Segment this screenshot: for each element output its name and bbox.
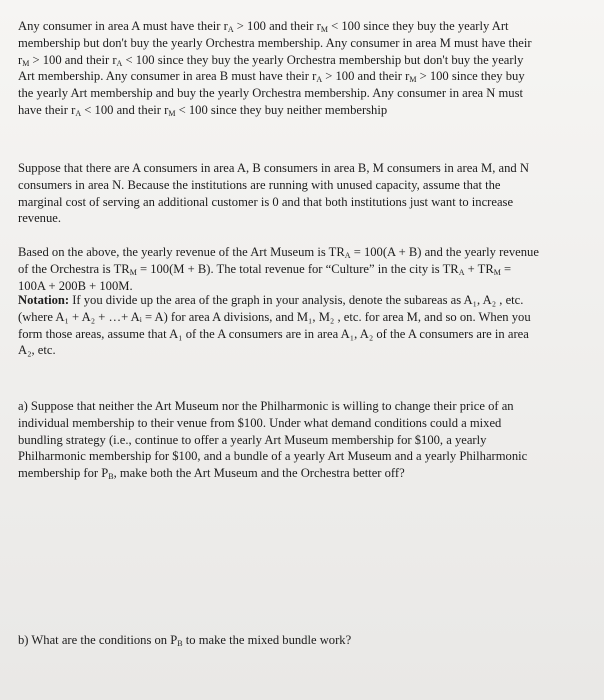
text-line: Art membership. Any consumer in area B must have their $r_A > 100$ and their $r_M > 100$ since they buy: [18, 69, 525, 85]
notation-text: If you divide up the area of the graph in your analysis, denote the subareas as A₁, A₂ , etc.: [69, 293, 524, 307]
text-line: consumers in area N. Because the institutions are running with unused capacity, assume that the: [18, 177, 501, 192]
text-line: marginal cost of serving an additional customer is 0 and that both institutions just want to increase: [18, 194, 514, 209]
text-line: revenue.: [18, 211, 62, 226]
text-line: a) Suppose that neither the Art Museum nor the Philharmonic is willing to change their price of an: [18, 399, 514, 413]
text-line: Philharmonic membership for $100, and a bundle of a yearly Art Museum and a yearly Philharmonic: [18, 449, 528, 464]
text-line: membership for $P_B$, make both the Art Museum and the Orchestra better off?: [18, 466, 405, 482]
text-line: (where A₁ + A₂ + …+ Aᵢ = A) for area A divisions, and M₁, M₂ , etc. for area M, and so on. When you: [18, 309, 531, 324]
text-line: $r_M > 100$ and their $r_A < 100$ since they buy the yearly Orchestra membership but don't buy the yearly: [18, 52, 524, 68]
text-line: the yearly Art membership and buy the yearly Orchestra membership. Any consumer in area N must: [18, 86, 524, 101]
question-b: [18, 632, 602, 649]
text-line: individual membership to their venue from $100. Under what demand conditions could a mixed: [18, 415, 502, 430]
paragraph-consumer-areas: [18, 18, 602, 119]
paragraph-notation: [18, 292, 602, 359]
text-line: Suppose that there are A consumers in area A, B consumers in area B, M consumers in area M, and N: [18, 161, 529, 175]
text-line: of the Orchestra is $TR_M = 100(M + B)$. The total revenue for “Culture” in the city is $TR_A + TR_M$ =: [18, 261, 512, 277]
text-line: 100A + 200B + 100M.: [18, 278, 133, 293]
paragraph-revenue: [18, 244, 602, 294]
text-line: A₂, etc.: [18, 343, 56, 358]
text-line: membership but don't buy the yearly Orchestra membership. Any consumer in area M must have their: [18, 35, 532, 50]
notation-label: Notation:: [18, 293, 70, 307]
text-line: Based on the above, the yearly revenue of the Art Museum is $TR_A = 100(A + B)$ and the yearly revenue: [18, 245, 539, 260]
text-line: Any consumer in area A must have their $r_A > 100$ and their $r_M < 100$ since they buy the yearly Art: [18, 19, 509, 34]
text-line: have their $r_A < 100$ and their $r_M < 100$ since they buy neither membership: [18, 102, 388, 118]
text-line: bundling strategy (i.e., continue to offer a yearly Art Museum membership for $100, a yearly: [18, 432, 487, 447]
question-a: [18, 398, 602, 482]
text-line: [18, 292, 602, 309]
paragraph-assumptions: [18, 160, 602, 227]
text-line: form those areas, assume that A₁ of the A consumers are in area A₁, A₂ of the A consumers are in area: [18, 326, 529, 341]
text-line: b) What are the conditions on $P_B$ to make the mixed bundle work?: [18, 633, 352, 648]
